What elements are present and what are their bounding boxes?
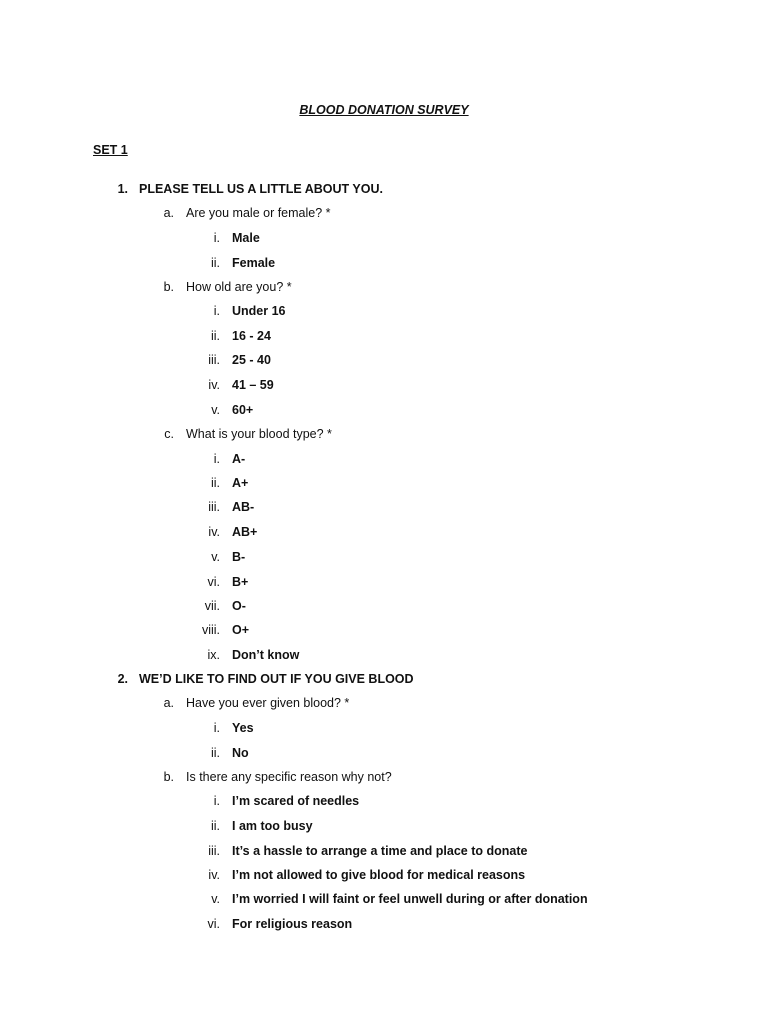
option-item: [0, 548, 768, 566]
option-number: i.: [213, 721, 220, 735]
option-item: [0, 719, 768, 737]
option-text: AB+: [232, 525, 258, 539]
option-number: i.: [213, 794, 220, 808]
question-1: [0, 180, 768, 198]
subquestion-text: Have you ever given blood? *: [186, 696, 350, 710]
option-number: ii.: [210, 819, 220, 833]
option-text: Don’t know: [232, 648, 300, 662]
option-number: ix.: [207, 648, 220, 662]
option-item: [0, 376, 768, 394]
option-item: [0, 401, 768, 419]
option-item: [0, 523, 768, 541]
option-number: i.: [213, 304, 220, 318]
option-text: AB-: [232, 500, 255, 514]
option-number: ii.: [210, 329, 220, 343]
option-item: [0, 498, 768, 516]
option-item: [0, 792, 768, 810]
option-item: [0, 229, 768, 247]
option-number: iv.: [208, 868, 220, 882]
subquestion-letter: b.: [163, 770, 174, 784]
option-text: For religious reason: [232, 917, 353, 931]
option-number: v.: [211, 892, 220, 906]
option-item: [0, 573, 768, 591]
option-item: [0, 890, 768, 908]
option-number: v.: [211, 550, 220, 564]
subquestion-1a: [0, 204, 768, 222]
option-text: I’m scared of needles: [232, 794, 360, 808]
option-item: [0, 327, 768, 345]
question-text: PLEASE TELL US A LITTLE ABOUT YOU.: [139, 182, 383, 196]
option-item: [0, 817, 768, 835]
option-item: [0, 842, 768, 860]
option-text: Yes: [232, 721, 254, 735]
option-text: I’m worried I will faint or feel unwell during or after donation: [232, 892, 588, 906]
subquestion-2a: [0, 694, 768, 712]
question-number: 1.: [117, 182, 128, 196]
option-number: i.: [213, 452, 220, 466]
option-text: O-: [232, 599, 246, 613]
subquestion-letter: a.: [163, 206, 174, 220]
option-text: I’m not allowed to give blood for medical reasons: [232, 868, 526, 882]
option-text: It’s a hassle to arrange a time and place to donate: [232, 844, 528, 858]
question-number: 2.: [117, 672, 128, 686]
option-item: [0, 254, 768, 272]
option-number: vi.: [207, 575, 220, 589]
option-text: 41 – 59: [232, 378, 274, 392]
option-number: i.: [213, 231, 220, 245]
option-text: A-: [232, 452, 246, 466]
option-item: [0, 474, 768, 492]
option-number: viii.: [201, 623, 220, 637]
subquestion-text: What is your blood type? *: [186, 427, 332, 441]
subquestion-text: How old are you? *: [186, 280, 292, 294]
subquestion-text: Is there any specific reason why not?: [186, 770, 392, 784]
option-item: [0, 621, 768, 639]
set-label: SET 1: [93, 143, 128, 157]
subquestion-letter: b.: [163, 280, 174, 294]
option-item: [0, 744, 768, 762]
subquestion-1c: [0, 425, 768, 443]
option-item: [0, 866, 768, 884]
option-number: iii.: [208, 500, 220, 514]
subquestion-text: Are you male or female? *: [186, 206, 331, 220]
option-number: ii.: [210, 256, 220, 270]
subquestion-1b: [0, 278, 768, 296]
option-text: Female: [232, 256, 276, 270]
option-number: vi.: [207, 917, 220, 931]
option-text: 60+: [232, 403, 254, 417]
option-number: ii.: [210, 746, 220, 760]
option-number: vii.: [204, 599, 220, 613]
option-text: A+: [232, 476, 249, 490]
option-item: [0, 915, 768, 933]
option-text: 25 - 40: [232, 353, 271, 367]
option-number: iv.: [208, 525, 220, 539]
option-text: I am too busy: [232, 819, 313, 833]
option-number: ii.: [210, 476, 220, 490]
option-number: iv.: [208, 378, 220, 392]
option-text: 16 - 24: [232, 329, 271, 343]
option-text: Male: [232, 231, 260, 245]
option-text: No: [232, 746, 249, 760]
option-text: B+: [232, 575, 249, 589]
option-text: O+: [232, 623, 250, 637]
option-item: [0, 450, 768, 468]
question-2: [0, 670, 768, 688]
option-item: [0, 597, 768, 615]
option-item: [0, 302, 768, 320]
option-text: Under 16: [232, 304, 286, 318]
subquestion-2b: [0, 768, 768, 786]
page-title: BLOOD DONATION SURVEY: [299, 103, 469, 117]
option-number: iii.: [208, 844, 220, 858]
option-number: v.: [211, 403, 220, 417]
subquestion-letter: a.: [163, 696, 174, 710]
subquestion-letter: c.: [164, 427, 174, 441]
option-item: [0, 646, 768, 664]
option-number: iii.: [208, 353, 220, 367]
option-item: [0, 351, 768, 369]
question-text: WE’D LIKE TO FIND OUT IF YOU GIVE BLOOD: [139, 672, 414, 686]
option-text: B-: [232, 550, 246, 564]
